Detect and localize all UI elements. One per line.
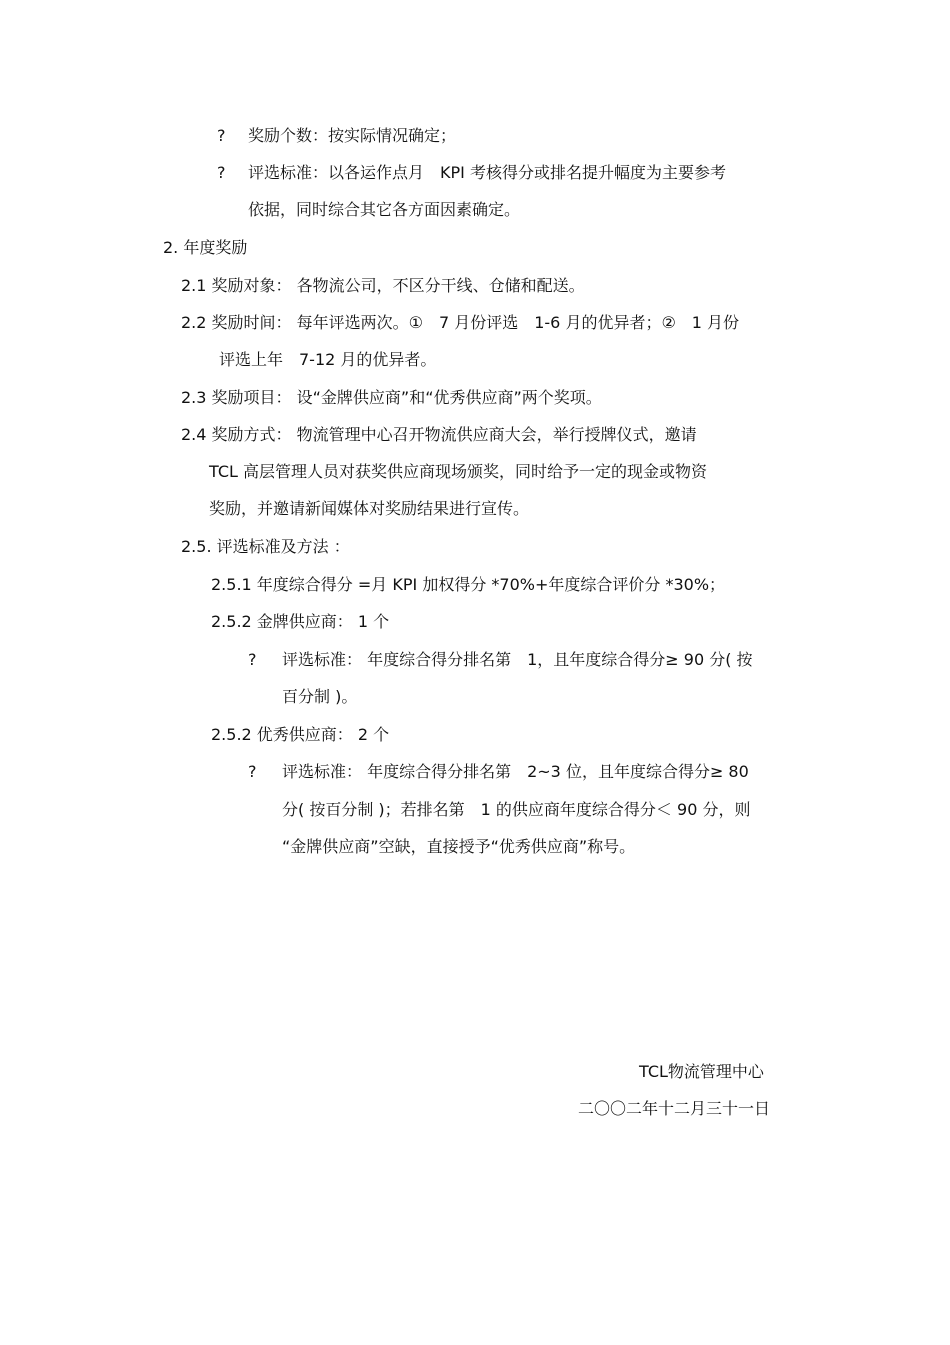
signature-organization: TCL物流管理中心: [639, 1062, 764, 1081]
monthly-criteria-line-1: 评选标准：以各运作点月 KPI 考核得分或排名提升幅度为主要参考: [248, 163, 726, 182]
excellent-criteria-line-2: 分( 按百分制 )；若排名第 1 的供应商年度综合得分＜ 90 分，则: [282, 800, 751, 819]
annual-award-heading: 2. 年度奖励: [163, 238, 248, 257]
award-count-text: 奖励个数：按实际情况确定；: [248, 126, 457, 145]
excellent-criteria-line-3: “金牌供应商”空缺，直接授予“优秀供应商”称号。: [282, 837, 636, 856]
section-2-4-line-2: TCL 高层管理人员对获奖供应商现场颁奖，同时给予一定的现金或物资: [209, 462, 708, 481]
section-2-5-1-formula: 2.5.1 年度综合得分 =月 KPI 加权得分 *70%+年度综合评价分 *30%；: [211, 575, 726, 594]
excellent-criteria-line-1: 评选标准： 年度综合得分排名第 2~3 位，且年度综合得分≥ 80: [282, 762, 749, 781]
gold-criteria-line-1: 评选标准： 年度综合得分排名第 1，且年度综合得分≥ 90 分( 按: [282, 650, 753, 669]
monthly-criteria-line-2: 依据，同时综合其它各方面因素确定。: [248, 200, 521, 219]
bullet-mark: ?: [248, 762, 257, 781]
section-2-1: 2.1 奖励对象： 各物流公司，不区分干线、仓储和配送。: [181, 276, 585, 295]
section-2-4-line-1: 2.4 奖励方式： 物流管理中心召开物流供应商大会，举行授牌仪式，邀请: [181, 425, 697, 444]
excellent-supplier-heading: 2.5.2 优秀供应商： 2 个: [211, 725, 390, 744]
bullet-mark: ?: [217, 126, 226, 145]
section-2-3: 2.3 奖励项目： 设“金牌供应商”和“优秀供应商”两个奖项。: [181, 388, 602, 407]
section-2-2-line-1: 2.2 奖励时间： 每年评选两次。① 7 月份评选 1-6 月的优异者；② 1 月份: [181, 313, 740, 332]
bullet-mark: ?: [217, 163, 226, 182]
bullet-mark: ?: [248, 650, 257, 669]
section-2-5-heading: 2.5. 评选标准及方法 ：: [181, 537, 350, 556]
section-2-2-line-2: 评选上年 7-12 月的优异者。: [219, 350, 437, 369]
signature-date: 二〇〇二年十二月三十一日: [578, 1099, 771, 1118]
section-2-4-line-3: 奖励，并邀请新闻媒体对奖励结果进行宣传。: [209, 499, 530, 518]
gold-supplier-heading: 2.5.2 金牌供应商： 1 个: [211, 612, 390, 631]
gold-criteria-line-2: 百分制 )。: [282, 687, 358, 706]
